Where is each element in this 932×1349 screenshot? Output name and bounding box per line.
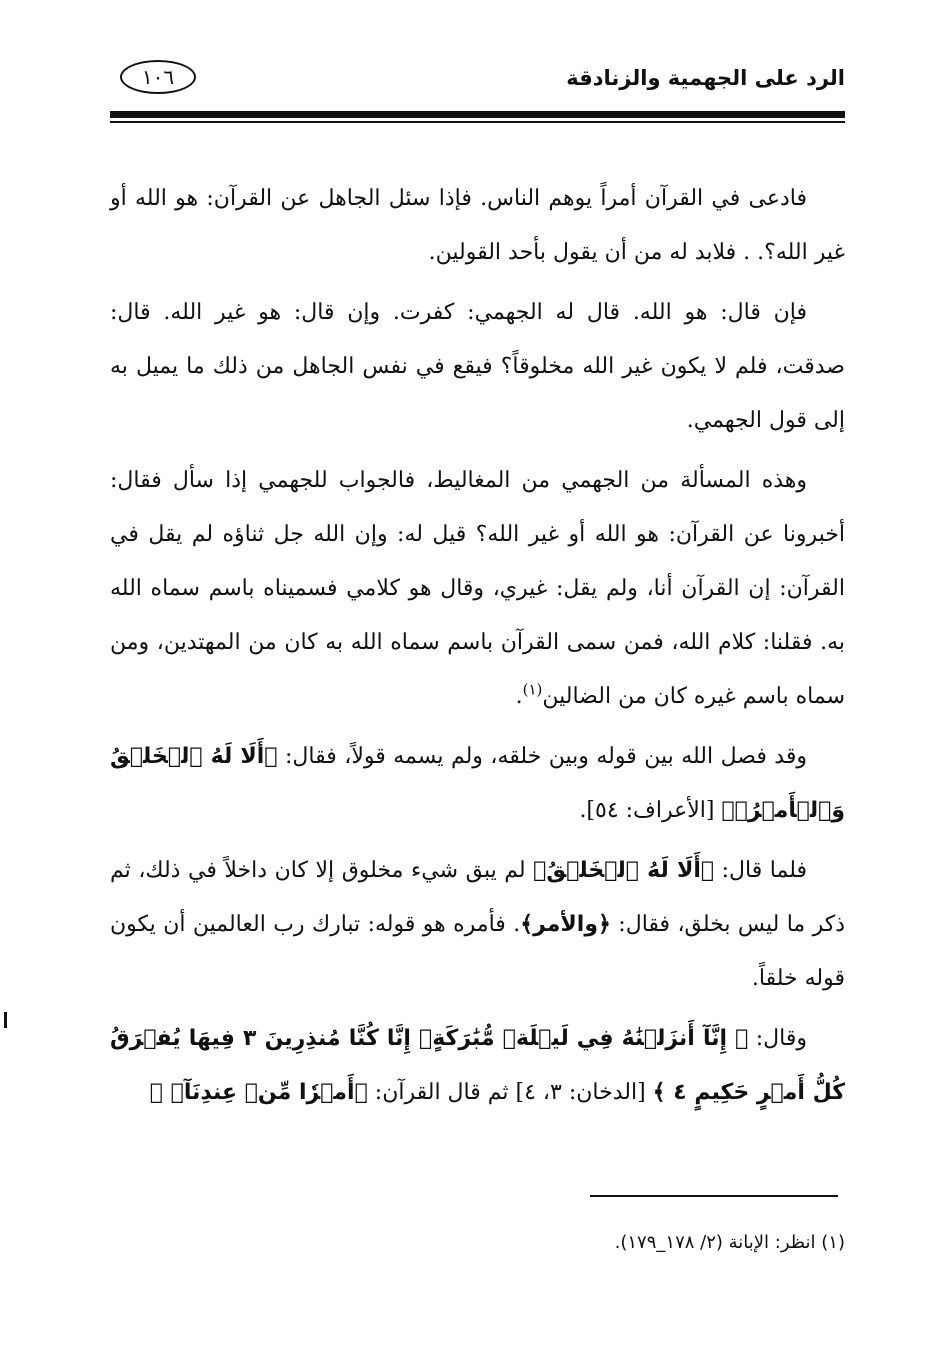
quran-quote: ﴿أَلَا لَهُ ٱلۡخَلۡقُ﴾: [533, 858, 715, 883]
paragraph-4-lead: وقد فصل الله بين قوله وبين خلقه، ولم يسمه قولاً، فقال:: [277, 744, 807, 769]
footnote-reference: (١): [522, 680, 543, 699]
paragraph-3-end: .: [515, 684, 523, 709]
paragraph-4: [110, 730, 845, 838]
page-header: [110, 58, 845, 110]
paragraph-5-end: . فأمره هو قوله: تبارك رب العالمين أن يكون قوله خلقاً.: [110, 912, 845, 991]
paragraph-1: فادعى في القرآن أمراً يوهم الناس. فإذا سئل الجاهل عن القرآن: هو الله أو غير الله؟. . فلابد له من أن يقول بأحد القولين.: [110, 186, 845, 265]
quran-quote: ﴿أَلَا لَهُ ٱلۡخَلۡقُ وَٱلۡأَمۡرُۗ﴾: [110, 744, 845, 823]
quran-quote: ﴿أَمۡرٗا مِّنۡ عِندِنَآۚ ﴾: [149, 1080, 368, 1105]
page-number-badge: ١٠٦: [120, 60, 196, 94]
quran-quote: ﴿والأمر﴾: [520, 912, 611, 937]
paragraph-3: [110, 454, 845, 724]
paragraph-5-lead: فلما قال:: [714, 858, 808, 883]
paragraph-2: فإن قال: هو الله. قال له الجهمي: كفرت. وإن قال: هو غير الله. قال: صدقت، فلم لا يكون غير الله مخلوقاً؟ فيقع في نفس الجاهل من ذلك ما يميل به إلى قول الجهمي.: [110, 300, 845, 433]
paragraph-6-citation: [الدخان: ٣، ٤] ثم قال القرآن:: [367, 1080, 653, 1105]
main-text: [110, 172, 845, 1126]
paragraph-6-lead: وقال:: [748, 1026, 808, 1051]
header-rule-thin: [110, 121, 845, 123]
quran-quote: ﴿ إِنَّآ أَنزَلۡنَٰهُ فِي لَيۡلَةٖ مُّبَٰرَكَةٍۚ إِنَّا كُنَّا مُنذِرِينَ ٣ فِيهَا يُفۡرَقُ كُلُّ أَمۡرٍ حَكِيمٍ ٤ ﴾: [110, 1026, 845, 1105]
running-title: الرد على الجهمية والزنادقة: [566, 66, 845, 90]
paragraph-6: [110, 1012, 845, 1120]
scan-edge-mark: [4, 1012, 7, 1028]
footnote-separator: [590, 1195, 838, 1197]
paragraph-4-citation: [الأعراف: ٥٤].: [579, 798, 722, 823]
paragraph-5: [110, 844, 845, 1006]
paragraph-5-middle: لم يبق شيء مخلوق إلا كان داخلاً في ذلك، ثم ذكر ما ليس بخلق، فقال:: [110, 858, 845, 937]
footnote: (١) انظر: الإبانة (٢/ ١٧٨_١٧٩).: [614, 1232, 845, 1253]
paragraph-3-text: وهذه المسألة من الجهمي من المغاليط، فالجواب للجهمي إذا سأل فقال: أخبرونا عن القرآن: هو الله أو غير الله؟ قيل له: وإن الله جل ثناؤه لم يقل في القرآن: إن القرآن أنا، ولم يقل: غيري، وقال هو كلامي فسميناه باسم سماه الله به. فقلنا: كلام الله، فمن سمى القرآن باسم سماه الله به كان من المهتدين، ومن سماه باسم غيره كان من الضالين: [110, 468, 845, 709]
header-rule-thick: [110, 111, 845, 118]
